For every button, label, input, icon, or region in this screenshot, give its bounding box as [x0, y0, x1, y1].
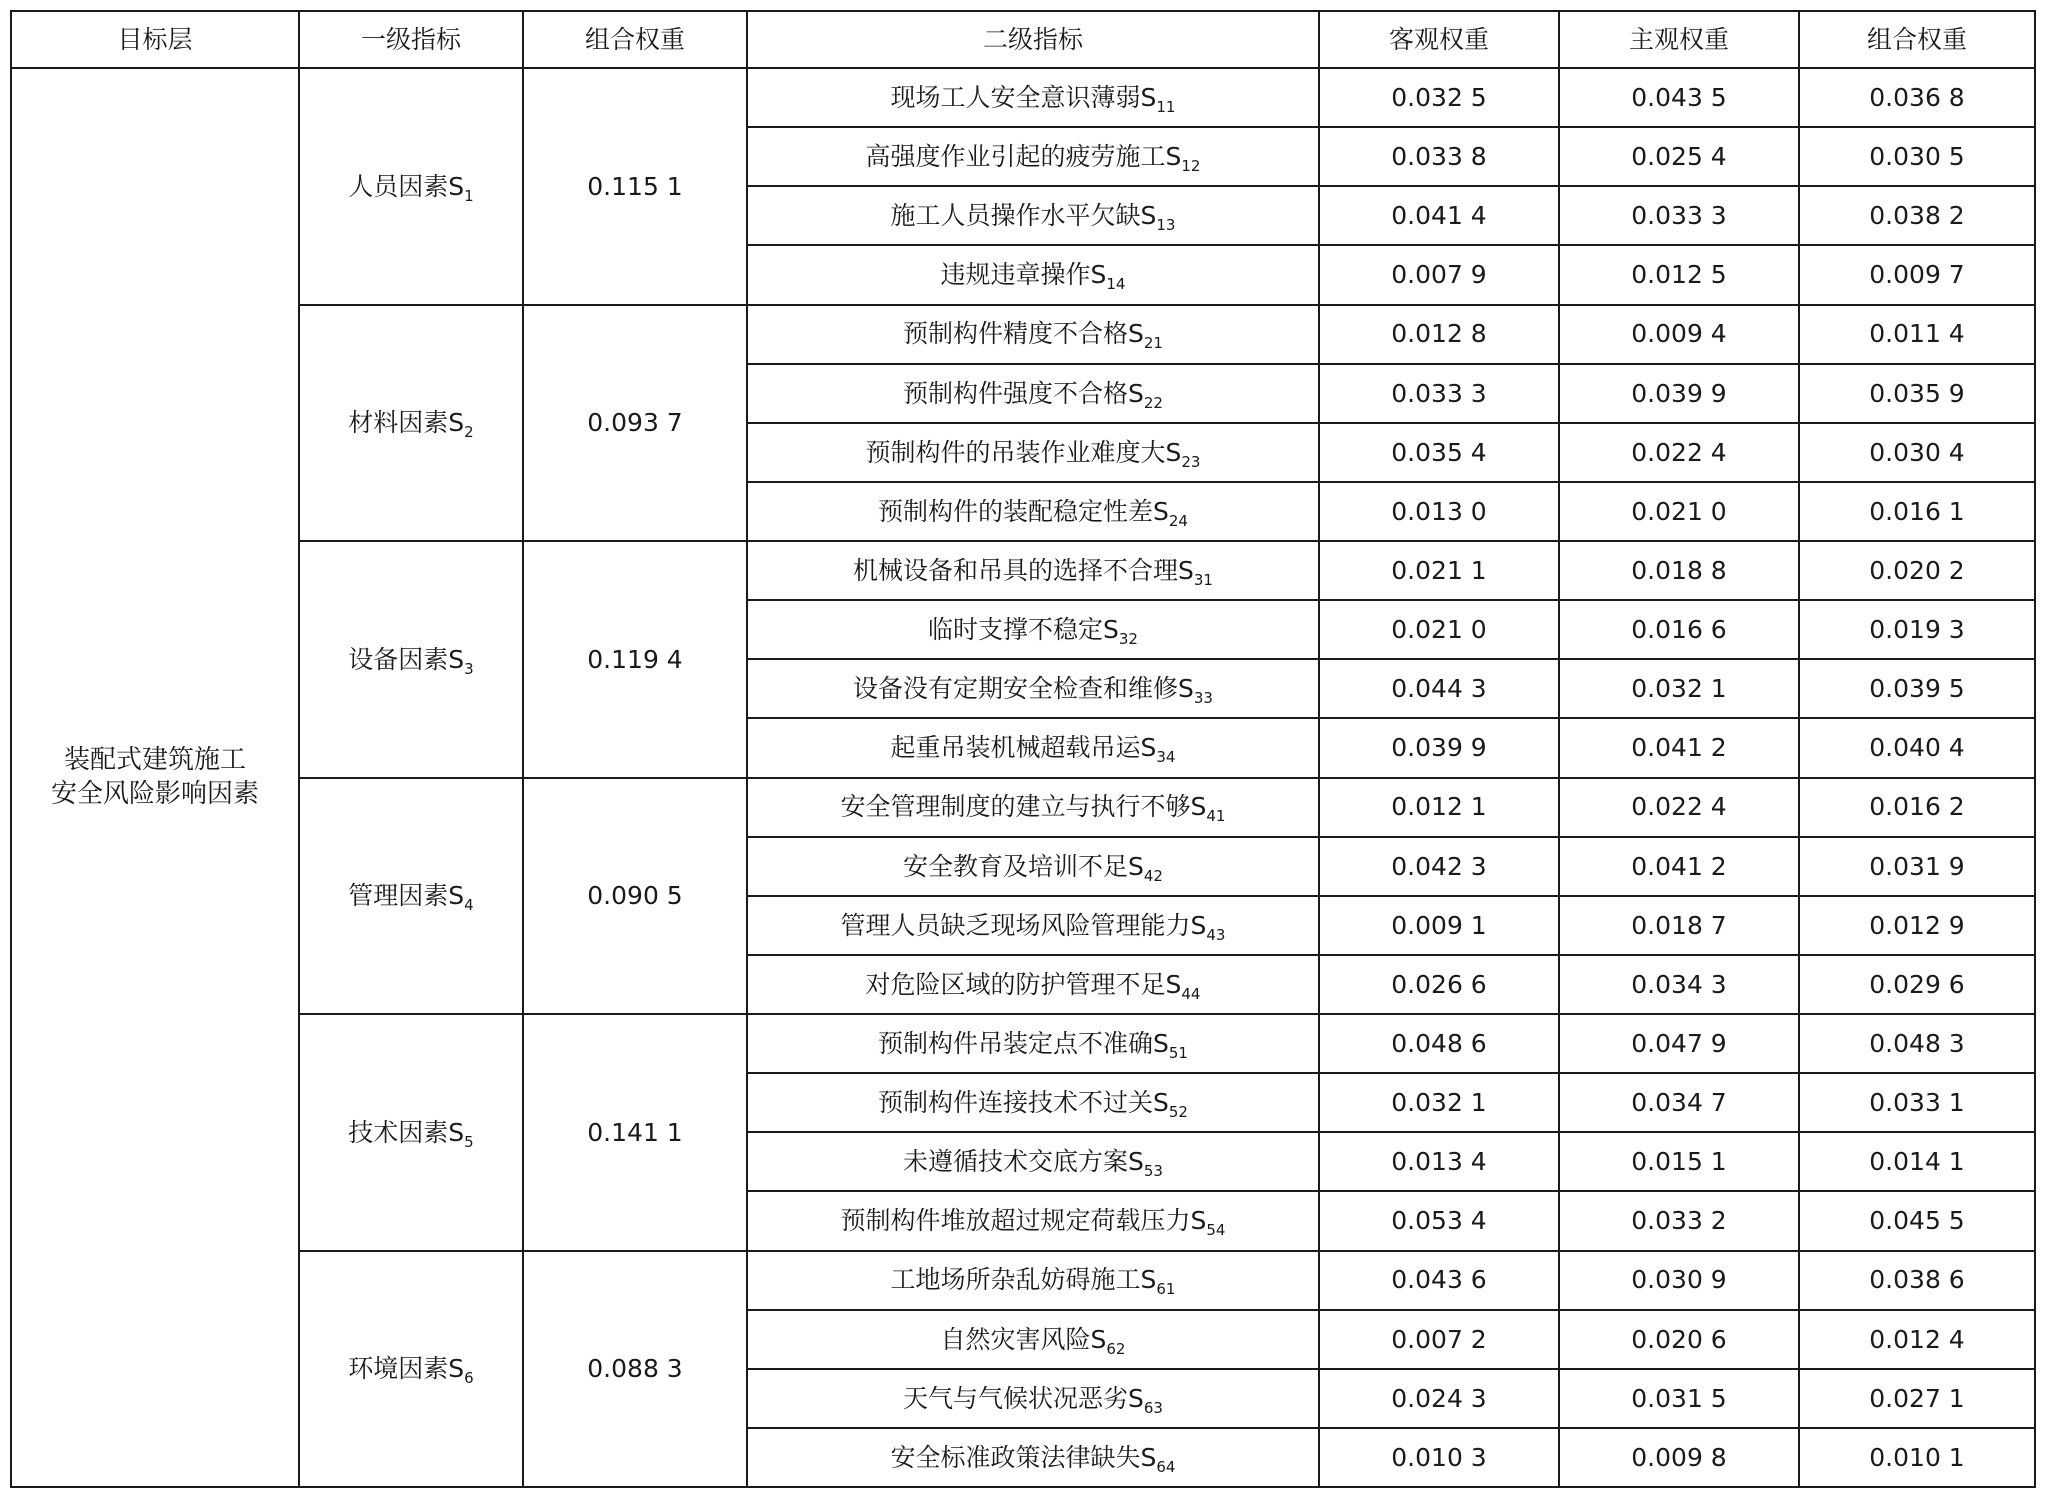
level1-name: 环境因素S [348, 1354, 465, 1384]
table-row [11, 778, 2035, 837]
level1-cell [299, 305, 523, 542]
objective-weight: 0.044 3 [1319, 659, 1559, 718]
subjective-weight: 0.031 5 [1559, 1369, 1799, 1428]
subjective-weight: 0.016 6 [1559, 600, 1799, 659]
combined-weight: 0.027 1 [1799, 1369, 2035, 1428]
level2-name: 施工人员操作水平欠缺S [890, 201, 1157, 231]
level2-subscript: 54 [1206, 1221, 1226, 1240]
objective-weight: 0.024 3 [1319, 1369, 1559, 1428]
level1-weight: 0.093 7 [523, 305, 747, 542]
subjective-weight: 0.009 8 [1559, 1428, 1799, 1487]
objective-weight: 0.033 8 [1319, 127, 1559, 186]
level2-cell [747, 245, 1319, 304]
header-subjective-weight: 主观权重 [1559, 11, 1799, 68]
header-level1: 一级指标 [299, 11, 523, 68]
combined-weight: 0.033 1 [1799, 1073, 2035, 1132]
combined-weight: 0.035 9 [1799, 364, 2035, 423]
level2-cell [747, 1310, 1319, 1369]
level2-cell [747, 482, 1319, 541]
header-goal: 目标层 [11, 11, 299, 68]
level2-name: 临时支撑不稳定S [928, 615, 1119, 645]
level1-cell [299, 68, 523, 305]
level2-cell [747, 127, 1319, 186]
level2-name: 安全教育及培训不足S [903, 851, 1144, 881]
subjective-weight: 0.039 9 [1559, 364, 1799, 423]
level1-name: 材料因素S [348, 408, 465, 438]
objective-weight: 0.010 3 [1319, 1428, 1559, 1487]
header-level2: 二级指标 [747, 11, 1319, 68]
combined-weight: 0.031 9 [1799, 837, 2035, 896]
subjective-weight: 0.018 7 [1559, 896, 1799, 955]
level2-cell [747, 1251, 1319, 1310]
level2-subscript: 33 [1193, 689, 1213, 708]
combined-weight: 0.016 2 [1799, 778, 2035, 837]
objective-weight: 0.041 4 [1319, 186, 1559, 245]
objective-weight: 0.021 1 [1319, 541, 1559, 600]
level1-subscript: 2 [464, 423, 474, 442]
subjective-weight: 0.025 4 [1559, 127, 1799, 186]
level2-name: 起重吊装机械超载吊运S [890, 733, 1157, 763]
level1-subscript: 6 [464, 1369, 474, 1388]
level2-cell [747, 955, 1319, 1014]
objective-weight: 0.032 1 [1319, 1073, 1559, 1132]
subjective-weight: 0.033 2 [1559, 1191, 1799, 1250]
objective-weight: 0.042 3 [1319, 837, 1559, 896]
objective-weight: 0.007 2 [1319, 1310, 1559, 1369]
combined-weight: 0.012 9 [1799, 896, 2035, 955]
objective-weight: 0.021 0 [1319, 600, 1559, 659]
level2-subscript: 21 [1143, 334, 1163, 353]
level2-cell [747, 68, 1319, 127]
combined-weight: 0.011 4 [1799, 305, 2035, 364]
subjective-weight: 0.009 4 [1559, 305, 1799, 364]
header-objective-weight: 客观权重 [1319, 11, 1559, 68]
subjective-weight: 0.012 5 [1559, 245, 1799, 304]
objective-weight: 0.026 6 [1319, 955, 1559, 1014]
level1-name: 设备因素S [348, 644, 465, 674]
objective-weight: 0.033 3 [1319, 364, 1559, 423]
level1-name: 管理因素S [348, 881, 465, 911]
level2-subscript: 64 [1156, 1457, 1176, 1476]
subjective-weight: 0.034 7 [1559, 1073, 1799, 1132]
subjective-weight: 0.022 4 [1559, 778, 1799, 837]
level2-cell [747, 1369, 1319, 1428]
objective-weight: 0.013 0 [1319, 482, 1559, 541]
subjective-weight: 0.034 3 [1559, 955, 1799, 1014]
level2-subscript: 12 [1181, 157, 1201, 176]
combined-weight: 0.019 3 [1799, 600, 2035, 659]
level2-subscript: 62 [1106, 1339, 1126, 1358]
objective-weight: 0.048 6 [1319, 1014, 1559, 1073]
level2-subscript: 13 [1156, 216, 1176, 235]
weights-table [10, 10, 2036, 1488]
combined-weight: 0.012 4 [1799, 1310, 2035, 1369]
level2-subscript: 61 [1156, 1280, 1176, 1299]
level2-name: 现场工人安全意识薄弱S [890, 82, 1157, 112]
subjective-weight: 0.018 8 [1559, 541, 1799, 600]
combined-weight: 0.014 1 [1799, 1132, 2035, 1191]
objective-weight: 0.013 4 [1319, 1132, 1559, 1191]
combined-weight: 0.029 6 [1799, 955, 2035, 1014]
combined-weight: 0.016 1 [1799, 482, 2035, 541]
level1-weight: 0.090 5 [523, 778, 747, 1015]
level2-name: 违规违章操作S [940, 260, 1107, 290]
level1-weight: 0.141 1 [523, 1014, 747, 1251]
level1-cell [299, 778, 523, 1015]
level1-weight: 0.088 3 [523, 1251, 747, 1488]
subjective-weight: 0.041 2 [1559, 718, 1799, 777]
combined-weight: 0.038 2 [1799, 186, 2035, 245]
subjective-weight: 0.043 5 [1559, 68, 1799, 127]
level1-name: 人员因素S [348, 171, 465, 201]
level2-name: 预制构件的装配稳定性差S [878, 496, 1169, 526]
level2-subscript: 42 [1143, 866, 1163, 885]
level2-cell [747, 1132, 1319, 1191]
level2-cell [747, 541, 1319, 600]
level2-cell [747, 1191, 1319, 1250]
combined-weight: 0.039 5 [1799, 659, 2035, 718]
objective-weight: 0.032 5 [1319, 68, 1559, 127]
subjective-weight: 0.022 4 [1559, 423, 1799, 482]
table-row [11, 1014, 2035, 1073]
subjective-weight: 0.041 2 [1559, 837, 1799, 896]
level2-cell [747, 659, 1319, 718]
objective-weight: 0.012 8 [1319, 305, 1559, 364]
level2-subscript: 53 [1143, 1162, 1163, 1181]
header-row [11, 11, 2035, 68]
level2-cell [747, 600, 1319, 659]
level2-name: 高强度作业引起的疲劳施工S [865, 142, 1182, 172]
header-combined-weight: 组合权重 [1799, 11, 2035, 68]
level2-name: 未遵循技术交底方案S [903, 1147, 1144, 1177]
level2-subscript: 11 [1156, 97, 1176, 116]
objective-weight: 0.043 6 [1319, 1251, 1559, 1310]
level2-subscript: 22 [1143, 393, 1163, 412]
subjective-weight: 0.047 9 [1559, 1014, 1799, 1073]
objective-weight: 0.039 9 [1319, 718, 1559, 777]
level1-subscript: 3 [464, 659, 474, 678]
level2-cell [747, 364, 1319, 423]
level2-name: 预制构件堆放超过规定荷载压力S [840, 1206, 1207, 1236]
level1-weight: 0.115 1 [523, 68, 747, 305]
goal-line-1: 装配式建筑施工 [63, 744, 246, 775]
combined-weight: 0.020 2 [1799, 541, 2035, 600]
combined-weight: 0.036 8 [1799, 68, 2035, 127]
level1-cell [299, 1251, 523, 1488]
level2-name: 预制构件的吊装作业难度大S [865, 437, 1182, 467]
combined-weight: 0.045 5 [1799, 1191, 2035, 1250]
subjective-weight: 0.032 1 [1559, 659, 1799, 718]
level2-name: 安全标准政策法律缺失S [890, 1442, 1157, 1472]
level2-subscript: 52 [1168, 1103, 1188, 1122]
subjective-weight: 0.021 0 [1559, 482, 1799, 541]
goal-cell [11, 68, 299, 1487]
level2-cell [747, 1073, 1319, 1132]
level2-subscript: 34 [1156, 748, 1176, 767]
level2-name: 管理人员缺乏现场风险管理能力S [840, 910, 1207, 940]
level2-subscript: 14 [1106, 275, 1126, 294]
level2-subscript: 24 [1168, 511, 1188, 530]
level2-name: 预制构件精度不合格S [903, 319, 1144, 349]
table-body [11, 68, 2035, 1487]
level2-subscript: 43 [1206, 925, 1226, 944]
level2-cell [747, 305, 1319, 364]
level2-cell [747, 1428, 1319, 1487]
level2-name: 预制构件连接技术不过关S [878, 1088, 1169, 1118]
level2-name: 工地场所杂乱妨碍施工S [890, 1265, 1157, 1295]
combined-weight: 0.009 7 [1799, 245, 2035, 304]
level1-subscript: 4 [464, 896, 474, 915]
table-row [11, 1251, 2035, 1310]
combined-weight: 0.030 4 [1799, 423, 2035, 482]
level2-name: 机械设备和吊具的选择不合理S [853, 555, 1194, 585]
combined-weight: 0.048 3 [1799, 1014, 2035, 1073]
level2-subscript: 23 [1181, 452, 1201, 471]
level2-cell [747, 1014, 1319, 1073]
level2-cell [747, 778, 1319, 837]
level1-cell [299, 1014, 523, 1251]
level2-name: 自然灾害风险S [940, 1324, 1107, 1354]
level2-subscript: 31 [1193, 570, 1213, 589]
objective-weight: 0.009 1 [1319, 896, 1559, 955]
objective-weight: 0.007 9 [1319, 245, 1559, 304]
goal-line-2: 安全风险影响因素 [50, 778, 259, 809]
level2-name: 预制构件吊装定点不准确S [878, 1028, 1169, 1058]
objective-weight: 0.053 4 [1319, 1191, 1559, 1250]
level1-subscript: 1 [464, 186, 474, 205]
objective-weight: 0.035 4 [1319, 423, 1559, 482]
level2-name: 设备没有定期安全检查和维修S [853, 674, 1194, 704]
subjective-weight: 0.020 6 [1559, 1310, 1799, 1369]
subjective-weight: 0.030 9 [1559, 1251, 1799, 1310]
level2-subscript: 44 [1181, 984, 1201, 1003]
level2-cell [747, 896, 1319, 955]
level2-name: 对危险区域的防护管理不足S [865, 969, 1182, 999]
combined-weight: 0.040 4 [1799, 718, 2035, 777]
combined-weight: 0.038 6 [1799, 1251, 2035, 1310]
level2-subscript: 63 [1143, 1398, 1163, 1417]
table-row [11, 305, 2035, 364]
subjective-weight: 0.033 3 [1559, 186, 1799, 245]
level2-cell [747, 423, 1319, 482]
header-level1-weight: 组合权重 [523, 11, 747, 68]
level1-subscript: 5 [464, 1132, 474, 1151]
level2-subscript: 41 [1206, 807, 1226, 826]
level2-name: 天气与气候状况恶劣S [903, 1383, 1144, 1413]
level2-cell [747, 718, 1319, 777]
level1-cell [299, 541, 523, 778]
level2-subscript: 51 [1168, 1043, 1188, 1062]
level2-subscript: 32 [1118, 630, 1138, 649]
combined-weight: 0.010 1 [1799, 1428, 2035, 1487]
objective-weight: 0.012 1 [1319, 778, 1559, 837]
level2-cell [747, 186, 1319, 245]
level2-name: 预制构件强度不合格S [903, 378, 1144, 408]
table-row [11, 541, 2035, 600]
table-row [11, 68, 2035, 127]
level2-name: 安全管理制度的建立与执行不够S [840, 792, 1207, 822]
level1-name: 技术因素S [348, 1117, 465, 1147]
level1-weight: 0.119 4 [523, 541, 747, 778]
subjective-weight: 0.015 1 [1559, 1132, 1799, 1191]
level2-cell [747, 837, 1319, 896]
combined-weight: 0.030 5 [1799, 127, 2035, 186]
